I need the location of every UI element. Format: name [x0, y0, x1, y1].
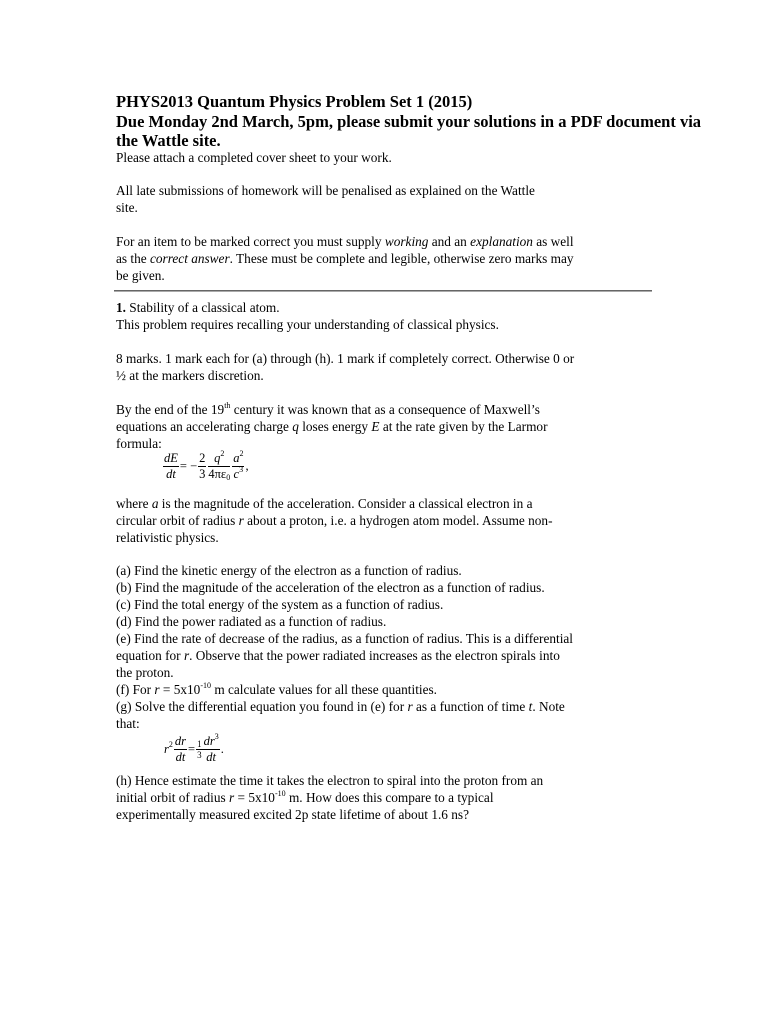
larmor-intro	[116, 401, 656, 452]
part-h-line-1: (h) Hence estimate the time it takes the electron to spiral into the proton from an	[116, 773, 544, 788]
model-line-2: circular orbit of radius r about a proton, i.e. a hydrogen atom model. Assume non-	[116, 513, 553, 528]
part-c: (c) Find the total energy of the system as a function of radius.	[116, 597, 444, 612]
part-h-line-2: initial orbit of radius $r = 5x10^{-10}$ m. How does this compare to a typical	[116, 789, 494, 805]
model-line-3: relativistic physics.	[116, 530, 219, 545]
de-dt-fraction: $\frac{dE}{dt}$	[164, 451, 178, 481]
due-date-line-2: the Wattle site.	[116, 131, 221, 150]
problem-set-title: PHYS2013 Quantum Physics Problem Set 1 (2015)	[116, 92, 473, 111]
part-f: (f) For $r = 5x10^{-10}$ m calculate values for all these quantities.	[116, 681, 437, 697]
equals-minus: = −	[179, 459, 198, 473]
acceleration-fraction: $\frac{a^2}{c^3}$	[233, 449, 244, 481]
problem-1-heading	[116, 299, 656, 333]
larmor-line-3: formula:	[116, 436, 162, 451]
late-text-line-2: site.	[116, 200, 138, 215]
one-third-fraction: $\frac{1}{3}$	[197, 739, 202, 760]
problem-1-requires: This problem requires recalling your understanding of classical physics.	[116, 317, 499, 332]
part-h	[116, 772, 656, 823]
problem-parts-list	[116, 562, 656, 732]
two-thirds-fraction: $\frac{2}{3}$	[199, 451, 206, 481]
dr-dt-fraction: $\frac{dr}{dt}$	[174, 734, 186, 764]
part-d: (d) Find the power radiated as a function of radius.	[116, 614, 387, 629]
marking-requirements	[116, 233, 656, 284]
section-divider	[114, 290, 652, 292]
larmor-line-1: By the end of the 19th century it was known that as a consequence of Maxwell’s	[116, 401, 540, 417]
late-submission-note	[116, 182, 656, 216]
marks-line-1: 8 marks. 1 mark each for (a) through (h). 1 mark if completely correct. Otherwise 0 or	[116, 351, 575, 366]
marks-line-2: ½ at the markers discretion.	[116, 368, 264, 383]
part-e-line-3: the proton.	[116, 665, 174, 680]
marking-line-1: For an item to be marked correct you must supply working and an explanation as well	[116, 234, 574, 249]
marking-line-3: be given.	[116, 268, 165, 283]
part-a: (a) Find the kinetic energy of the electron as a function of radius.	[116, 563, 462, 578]
late-text-line-1: All late submissions of homework will be penalised as explained on the Wattle	[116, 183, 535, 198]
marks-allocation	[116, 350, 656, 384]
model-line-1: where a is the magnitude of the acceleration. Consider a classical electron in a	[116, 496, 533, 511]
part-b: (b) Find the magnitude of the acceleration of the electron as a function of radius.	[116, 580, 545, 595]
larmor-formula: $\frac{dE}{dt}$ = − $\frac{2}{3}$ $\frac{q^2}{4\pi\varepsilon_0}$ $\frac{a^2}{c^3}$ ,	[164, 449, 249, 482]
cover-sheet-note	[116, 149, 656, 166]
model-description	[116, 495, 656, 546]
problem-title: Stability of a classical atom.	[125, 300, 280, 315]
part-e-line-1: (e) Find the rate of decrease of the radius, as a function of radius. This is a differential	[116, 631, 573, 646]
larmor-line-2: equations an accelerating charge q loses energy E at the rate given by the Larmor	[116, 419, 548, 434]
charge-fraction: $\frac{q^2}{4\pi\varepsilon_0}$	[208, 449, 231, 482]
part-h-line-3: experimentally measured excited 2p state lifetime of about 1.6 ns?	[116, 807, 469, 822]
problem-number: 1.	[116, 300, 126, 315]
part-e-line-2: equation for r. Observe that the power radiated increases as the electron spirals into	[116, 648, 560, 663]
dr3-dt-fraction: $\frac{dr^3}{dt}$	[203, 732, 219, 764]
marking-line-2: as the correct answer. These must be complete and legible, otherwise zero marks may	[116, 251, 574, 266]
r-squared-identity: $r^2$ $\frac{dr}{dt}$ = $\frac{1}{3}$ $\frac{dr^3}{dt}$ .	[164, 732, 224, 764]
part-g-line-1: (g) Solve the differential equation you found in (e) for r as a function of time t. Note	[116, 699, 565, 714]
due-date-line-1: Due Monday 2nd March, 5pm, please submit your solutions in a PDF document via	[116, 112, 702, 131]
r-squared: $r^2$	[164, 740, 173, 756]
problem-1-title-line	[116, 299, 656, 316]
cover-sheet-text: Please attach a completed cover sheet to your work.	[116, 150, 392, 165]
part-g-line-2: that:	[116, 716, 140, 731]
